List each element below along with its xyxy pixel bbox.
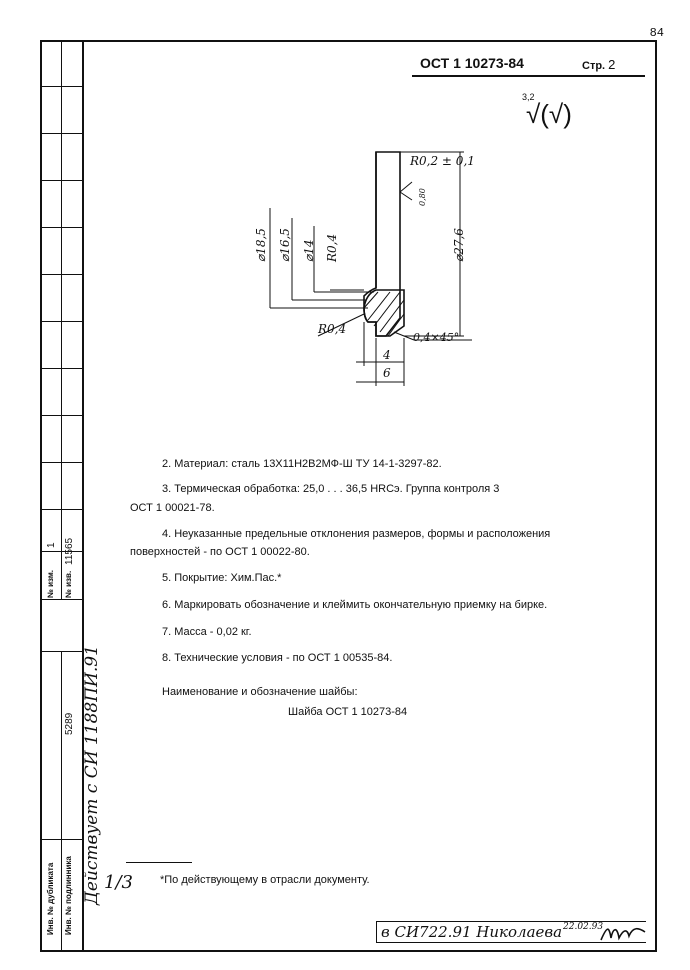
doc-header xyxy=(420,55,616,72)
izm-value: 1 xyxy=(46,542,57,548)
side-cell-blank xyxy=(40,600,82,652)
roughness-symbol: √(√) xyxy=(526,99,572,129)
signature xyxy=(599,922,647,944)
dubl-label: Инв. № дубликата xyxy=(46,862,55,935)
stamp-text: в СИ722.91 Николаева xyxy=(381,923,563,941)
dim-r02: R0,2 ± 0,1 xyxy=(410,154,475,168)
podl-label: Инв. № подлинника xyxy=(64,856,73,935)
header-rule xyxy=(412,75,645,77)
washer-drawing xyxy=(240,140,480,390)
note-3-line1: 3. Термическая обработка: 25,0 . . . 36,5 HRCэ. Группа контроля 3 xyxy=(162,483,500,495)
dim-d276: ⌀27,6 xyxy=(452,228,466,262)
side-cell xyxy=(40,134,82,181)
washer-name-title: Наименование и обозначение шайбы: xyxy=(162,686,358,698)
side-cell xyxy=(40,228,82,275)
footnote-rule xyxy=(126,862,192,863)
note-3-line2: ОСТ 1 00021-78. xyxy=(130,502,215,514)
side-cell xyxy=(40,275,82,322)
stamp-date: 22.02.93 xyxy=(563,922,604,932)
handwritten-mark: 1/3 xyxy=(104,872,133,893)
dim-d185: ⌀18,5 xyxy=(254,228,268,262)
izv-value: 11565 xyxy=(64,537,75,565)
side-cell xyxy=(40,416,82,463)
dim-width-4: 4 xyxy=(383,348,391,362)
side-cell xyxy=(40,87,82,134)
dim-d14: ⌀14 xyxy=(302,239,316,262)
roughness-value: 3,2 xyxy=(522,92,535,102)
side-column xyxy=(40,40,82,952)
dim-width-6: 6 xyxy=(383,366,391,380)
note-2: 2. Материал: сталь 13Х11Н2В2МФ-Ш ТУ 14-1-3297-82. xyxy=(162,458,442,470)
side-cell xyxy=(40,181,82,228)
note-6: 6. Маркировать обозначение и клеймить окончательную приемку на бирке. xyxy=(162,599,548,611)
side-cell xyxy=(40,463,82,510)
washer-profile xyxy=(364,152,400,336)
note-4-line1: 4. Неуказанные предельные отклонения размеров, формы и расположения xyxy=(162,528,551,540)
note-8: 8. Технические условия - по ОСТ 1 00535-84. xyxy=(162,652,393,664)
dim-d165: ⌀16,5 xyxy=(278,228,292,262)
side-cell xyxy=(40,322,82,369)
side-cell xyxy=(40,40,82,87)
page-number: 84 xyxy=(649,26,664,40)
dubl-value: 5289 xyxy=(64,712,75,735)
dim-r04-bottom: R0,4 xyxy=(318,322,347,336)
dim-angle-080: 0,80 xyxy=(418,188,427,206)
washer-name-value: Шайба ОСТ 1 10273-84 xyxy=(288,706,408,718)
note-4-line2: поверхностей - по ОСТ 1 00022-80. xyxy=(130,546,310,558)
page-value: 2 xyxy=(608,57,616,72)
revision-stamp xyxy=(376,921,646,943)
izm-label: № изм. xyxy=(46,570,55,598)
side-cell-dubl-value xyxy=(40,652,82,840)
note-7: 7. Масса - 0,02 кг. xyxy=(162,626,252,638)
note-5: 5. Покрытие: Хим.Пас.* xyxy=(162,572,282,584)
dim-chamfer: 0,4×45° xyxy=(413,331,460,344)
dim-r04-top: R0,4 xyxy=(325,233,339,262)
page-ref xyxy=(582,57,615,72)
footnote: *По действующему в отрасли документу. xyxy=(160,874,370,886)
doc-code: ОСТ 1 10273-84 xyxy=(420,55,524,71)
izv-label: № изв. xyxy=(64,570,73,598)
side-cell xyxy=(40,369,82,416)
side-handwritten-note: Действует с СИ 1188ПИ.91 xyxy=(82,645,102,905)
page-label: Стр. xyxy=(582,60,606,72)
